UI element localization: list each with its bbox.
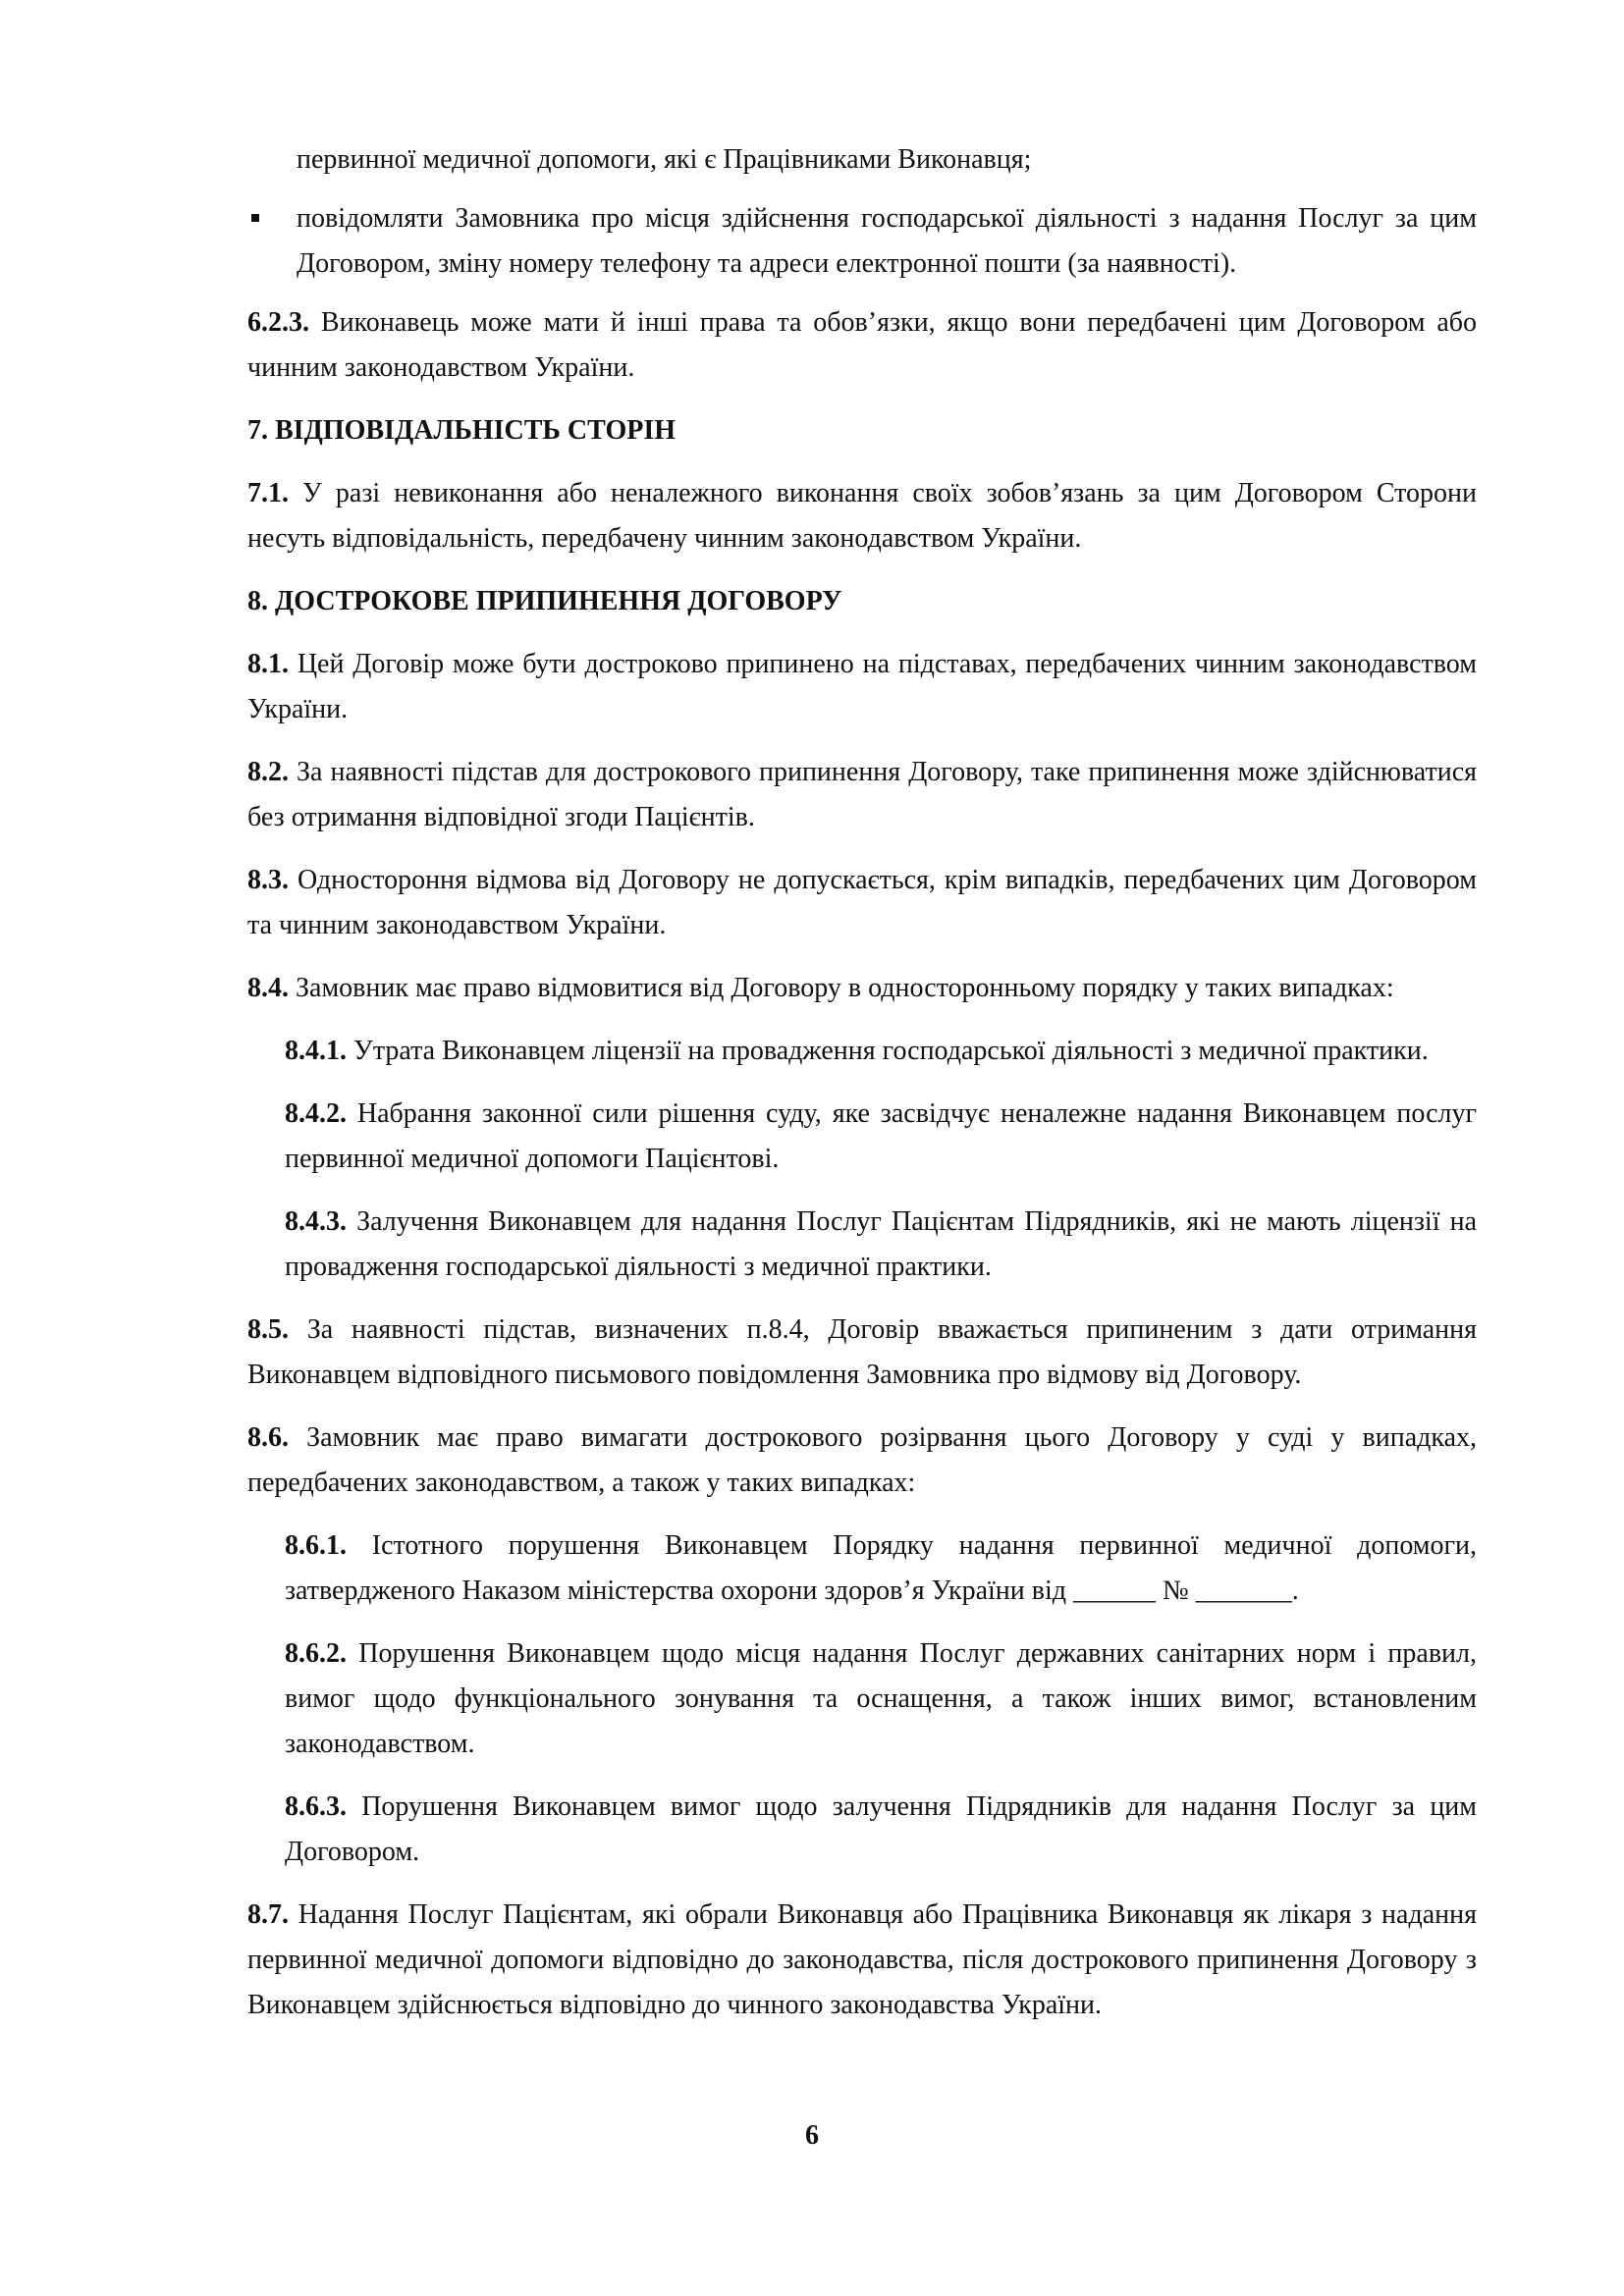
section-heading-8: 8. ДОСТРОКОВЕ ПРИПИНЕННЯ ДОГОВОРУ	[247, 586, 842, 616]
clause-8-3: 8.3. Одностороння відмова від Договору не допускається, крім випадків, передбачених цим Договором та чинним законодавством України.	[247, 865, 1477, 940]
square-bullet-icon	[251, 214, 259, 222]
clause-8-6-1: 8.6.1. Істотного порушення Виконавцем Порядку надання первинної медичної допомоги, затвердженого Наказом міністерства охорони здоров’я України від ______ № _______.	[285, 1530, 1477, 1606]
clause-8-4-1: 8.4.1. Утрата Виконавцем ліцензії на провадження господарської діяльності з медичної практики.	[285, 1036, 1429, 1066]
clause-8-1: 8.1. Цей Договір може бути достроково припинено на підставах, передбачених чинним законодавством України.	[247, 649, 1477, 724]
document-page	[247, 137, 1477, 2046]
clause-8-2: 8.2. За наявності підстав для дострокового припинення Договору, таке припинення може здійснюватися без отримання відповідної згоди Пацієнтів.	[247, 757, 1477, 832]
clause-8-6: 8.6. Замовник має право вимагати дострокового розірвання цього Договору у суді у випадках, передбачених законодавством, а також у таких випадках:	[247, 1422, 1477, 1498]
section-heading-7: 7. ВІДПОВІДАЛЬНІСТЬ СТОРІН	[247, 415, 676, 446]
clause-8-6-3: 8.6.3. Порушення Виконавцем вимог щодо залучення Підрядників для надання Послуг за цим Договором.	[285, 1791, 1477, 1867]
clause-8-4: 8.4. Замовник має право відмовитися від Договору в односторонньому порядку у таких випадках:	[247, 973, 1394, 1003]
bullet-item	[247, 196, 1477, 287]
page-number: 6	[805, 2120, 819, 2151]
clause-8-6-2: 8.6.2. Порушення Виконавцем щодо місця надання Послуг державних санітарних норм і правил, вимог щодо функціонального зонування та оснащення, а також інших вимог, встановленим законодавством.	[285, 1638, 1477, 1759]
clause-8-5: 8.5. За наявності підстав, визначених п.8.4, Договір вважається припиненим з дати отримання Виконавцем відповідного письмового повідомлення Замовника про відмову від Договору.	[247, 1314, 1477, 1390]
clause-8-7: 8.7. Надання Послуг Пацієнтам, які обрали Виконавця або Працівника Виконавця як лікаря з надання первинної медичної допомоги відповідно до законодавства, після дострокового припинення Договору з Виконавцем здійснюється відповідно до чинного законодавства України.	[247, 1899, 1477, 2020]
clause-8-4-3: 8.4.3. Залучення Виконавцем для надання Послуг Пацієнтам Підрядників, які не мають ліцензії на провадження господарської діяльності з медичної практики.	[285, 1206, 1477, 1282]
bullet-text: повідомляти Замовника про місця здійснення господарської діяльності з надання Послуг за цим Договором, зміну номеру телефону та адреси електронної пошти (за наявності).	[297, 203, 1477, 279]
clause-8-4-2: 8.4.2. Набрання законної сили рішення суду, яке засвідчує неналежне надання Виконавцем послуг первинної медичної допомоги Пацієнтові.	[285, 1098, 1477, 1174]
clause-7-1: 7.1. У разі невиконання або неналежного виконання своїх зобов’язань за цим Договором Сторони несуть відповідальність, передбачену чинним законодавством України.	[247, 478, 1477, 554]
clause-6-2-3: 6.2.3. Виконавець може мати й інші права та обов’язки, якщо вони передбачені цим Договором або чинним законодавством України.	[247, 307, 1477, 383]
continuation-text: первинної медичної допомоги, які є Працівниками Виконавця;	[297, 144, 1032, 175]
